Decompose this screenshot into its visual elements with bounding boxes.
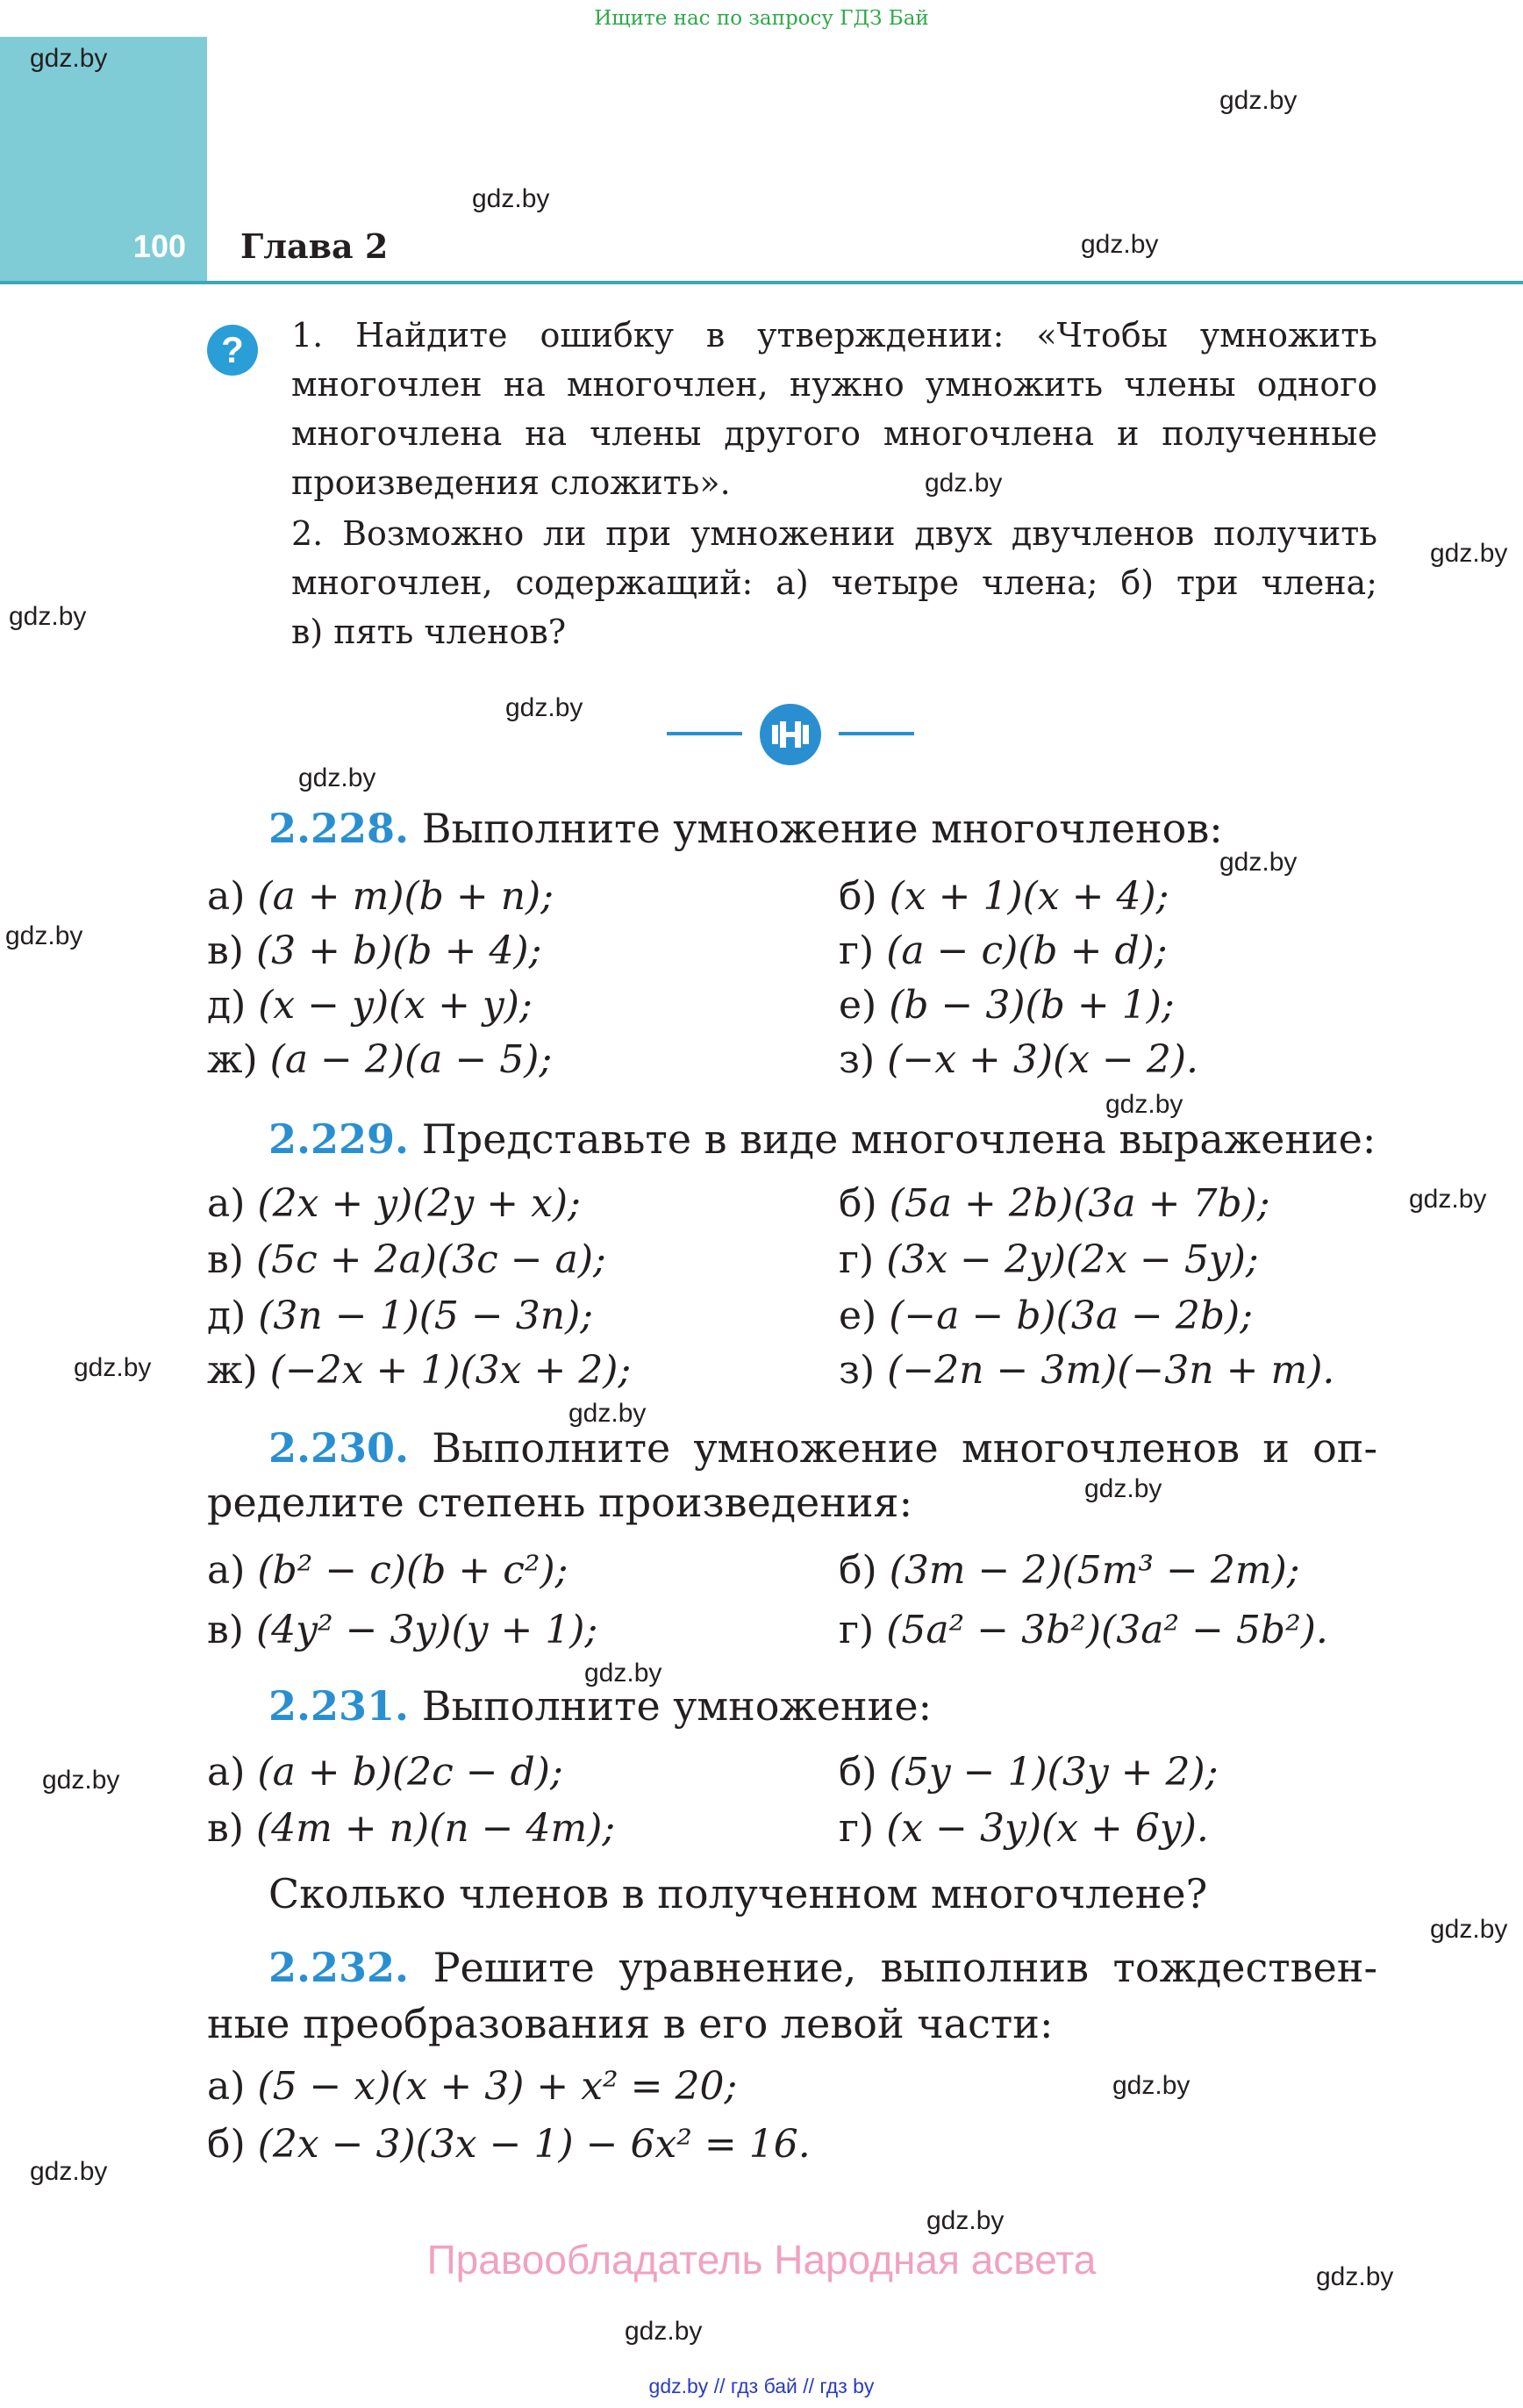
q1-line-1: 1. Найдите ошибку в утверждении: «Чтобы умножить — [291, 316, 1377, 355]
watermark: gdz.by — [1430, 1915, 1508, 1944]
exercise-title-line-2: ные преобразования в его левой части: — [207, 2000, 1054, 2047]
exercise-title-line-2: ределите степень произведения: — [207, 1479, 913, 1526]
dumbbell-icon — [760, 704, 821, 765]
q2-line-1: 2. Возможно ли при умножении двух двучленов получить — [291, 514, 1377, 553]
exercise-number: 2.232. — [268, 1944, 410, 1991]
ex231-item-g: г) (x − 3y)(x + 6y). — [839, 1806, 1209, 1851]
watermark: gdz.by — [74, 1353, 152, 1382]
exercise-number: 2.228. — [268, 805, 410, 852]
watermark: gdz.by — [30, 2157, 108, 2186]
watermark: gdz.by — [1219, 848, 1298, 877]
q1-line-3: многочлена на члены другого многочлена и полученные — [291, 414, 1377, 453]
exercise-2-232-heading — [268, 1941, 1377, 1994]
watermark: gdz.by — [1430, 539, 1508, 568]
watermark: gdz.by — [625, 2317, 703, 2346]
ex229-item-a: а) (2x + y)(2y + x); — [207, 1181, 581, 1226]
ex228-item-e: е) (b − 3)(b + 1); — [839, 983, 1175, 1028]
q2-line-2: многочлен, содержащий: а) четыре члена; б) три члена; — [291, 563, 1377, 602]
watermark: gdz.by — [568, 1399, 647, 1428]
ex232-item-b: б) (2x − 3)(3x − 1) − 6x² = 16. — [207, 2122, 811, 2167]
ex231-item-v: в) (4m + n)(n − 4m); — [207, 1806, 616, 1851]
chapter-title: Глава 2 — [240, 226, 389, 266]
watermark: gdz.by — [1219, 86, 1298, 115]
ex228-item-g: г) (a − c)(b + d); — [839, 928, 1168, 973]
exercise-title-line-1: Решите уравнение, выполнив тождествен- — [433, 1944, 1378, 1991]
watermark: gdz.by — [5, 921, 83, 950]
exercise-title-line-1: Выполните умножение многочленов и оп- — [432, 1424, 1377, 1472]
ex228-item-d: д) (x − y)(x + y); — [207, 983, 533, 1028]
exercise-number: 2.230. — [268, 1424, 410, 1472]
q1-line-2: многочлен на многочлен, нужно умножить члены одного — [291, 365, 1377, 404]
question-icon: ? — [207, 325, 258, 376]
ex229-item-e: е) (−a − b)(3a − 2b); — [839, 1294, 1254, 1338]
ex230-item-g: г) (5a² − 3b²)(3a² − 5b²). — [839, 1608, 1328, 1652]
ex228-item-b: б) (x + 1)(x + 4); — [839, 874, 1169, 919]
ex229-item-g: г) (3x − 2y)(2x − 5y); — [839, 1237, 1259, 1282]
watermark: gdz.by — [926, 2206, 1005, 2235]
exercise-number: 2.231. — [268, 1682, 410, 1730]
watermark: gdz.by — [42, 1766, 120, 1795]
watermark: gdz.by — [1112, 2071, 1191, 2100]
ex231-item-a: а) (a + b)(2c − d); — [207, 1750, 563, 1795]
watermark: gdz.by — [505, 693, 583, 722]
watermark: gdz.by — [1081, 230, 1159, 259]
exercise-title: Выполните умножение многочленов: — [421, 805, 1223, 852]
ex229-item-zh: ж) (−2x + 1)(3x + 2); — [207, 1348, 632, 1393]
watermark: gdz.by — [1409, 1185, 1487, 1214]
ex231-question: Сколько членов в полученном многочлене? — [268, 1870, 1208, 1917]
divider-left — [667, 732, 742, 735]
ex228-item-a: а) (a + m)(b + n); — [207, 874, 554, 919]
ex228-item-zh: ж) (a − 2)(a − 5); — [207, 1037, 553, 1082]
page-number: 100 — [132, 228, 186, 264]
top-banner: Ищите нас по запросу ГДЗ Бай — [594, 7, 929, 30]
footer-links[interactable]: gdz.by // гдз бай // гдз by — [648, 2375, 875, 2397]
q1-line-4: произведения сложить». — [291, 463, 731, 502]
exercise-title: Представьте в виде многочлена выражение: — [421, 1115, 1376, 1163]
copyright-notice: Правообладатель Народная асвета — [426, 2237, 1097, 2283]
ex231-item-b: б) (5y − 1)(3y + 2); — [839, 1750, 1219, 1795]
watermark: gdz.by — [584, 1659, 662, 1688]
ex230-item-a: а) (b² − c)(b + c²); — [207, 1548, 568, 1593]
ex229-item-b: б) (5a + 2b)(3a + 7b); — [839, 1181, 1270, 1226]
q2-line-3: в) пять членов? — [291, 613, 567, 651]
exercise-2-229-heading — [268, 1113, 1376, 1165]
ex232-item-a: а) (5 − x)(x + 3) + x² = 20; — [207, 2064, 738, 2109]
ex230-item-b: б) (3m − 2)(5m³ − 2m); — [839, 1548, 1300, 1593]
exercise-2-228-heading — [268, 802, 1223, 855]
ex228-item-v: в) (3 + b)(b + 4); — [207, 928, 542, 973]
watermark: gdz.by — [925, 469, 1003, 498]
watermark: gdz.by — [1105, 1090, 1183, 1119]
header-rule — [0, 281, 1523, 284]
watermark: gdz.by — [30, 44, 108, 73]
divider-right — [839, 732, 914, 735]
watermark: gdz.by — [1316, 2262, 1394, 2291]
ex230-item-v: в) (4y² − 3y)(y + 1); — [207, 1608, 598, 1652]
watermark: gdz.by — [1084, 1474, 1162, 1503]
ex229-item-d: д) (3n − 1)(5 − 3n); — [207, 1294, 594, 1338]
watermark: gdz.by — [298, 763, 376, 792]
exercise-number: 2.229. — [268, 1115, 410, 1163]
ex229-item-v: в) (5c + 2a)(3c − a); — [207, 1237, 606, 1282]
ex228-item-z: з) (−x + 3)(x − 2). — [839, 1037, 1198, 1082]
exercise-2-230-heading — [268, 1422, 1377, 1474]
exercise-title: Выполните умножение: — [421, 1682, 933, 1730]
ex229-item-z: з) (−2n − 3m)(−3n + m). — [839, 1348, 1335, 1393]
watermark: gdz.by — [9, 602, 87, 631]
watermark: gdz.by — [472, 184, 550, 213]
